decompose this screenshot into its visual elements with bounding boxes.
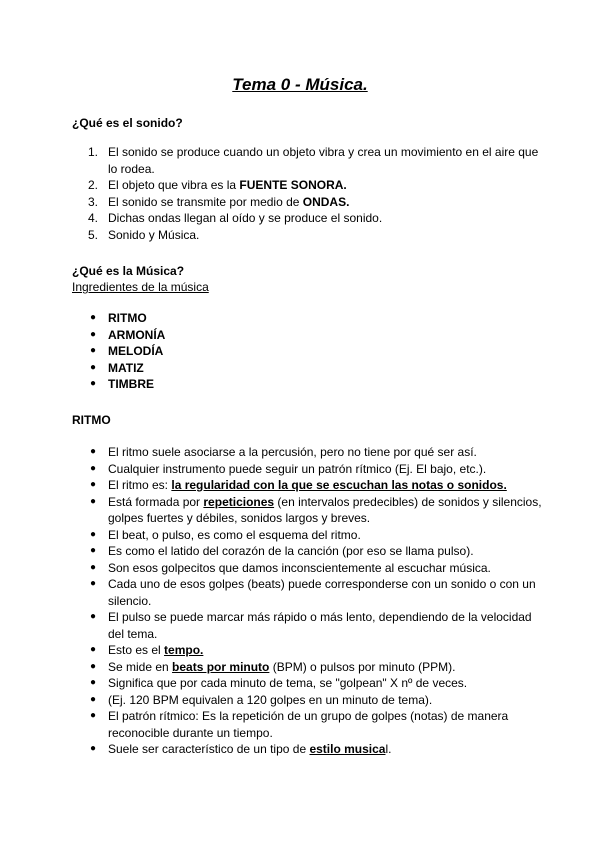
bullet-list-ingredientes bbox=[72, 310, 542, 393]
list-item-text: Significa que por cada minuto de tema, se "golpean" X nº de veces. bbox=[108, 676, 468, 690]
list-number: 2. bbox=[88, 178, 99, 192]
list-item-text: Sonido y Música. bbox=[108, 227, 200, 242]
list-item bbox=[72, 494, 542, 527]
list-item bbox=[72, 194, 542, 211]
list-item bbox=[72, 741, 542, 758]
bullet-icon: ● bbox=[90, 378, 97, 389]
list-item-text: Suele ser característico de un tipo de bbox=[108, 742, 310, 756]
list-item bbox=[72, 477, 542, 494]
section-heading-musica: ¿Qué es la Música? bbox=[72, 264, 185, 278]
ingredient-label: RITMO bbox=[108, 311, 147, 325]
list-item bbox=[72, 609, 542, 642]
list-item-text: (BPM) o pulsos por minuto (PPM). bbox=[269, 659, 456, 674]
bullet-icon: ● bbox=[90, 677, 97, 688]
bullet-icon: ● bbox=[90, 545, 97, 556]
list-item bbox=[72, 310, 542, 327]
emphasis-term: la regularidad con la que se escuchan las notas o sonidos. bbox=[171, 478, 507, 492]
list-item bbox=[72, 576, 542, 609]
bullet-icon: ● bbox=[90, 644, 97, 655]
list-item bbox=[72, 376, 542, 393]
bullet-icon: ● bbox=[90, 312, 97, 323]
list-item-text: (en intervalos predecibles) de sonidos y silencios, golpes fuertes y débiles, sonidos largos y breves. bbox=[108, 494, 542, 525]
emphasis-term: tempo. bbox=[164, 643, 204, 657]
ingredient-label: ARMONÍA bbox=[108, 327, 166, 342]
list-item-text: l. bbox=[385, 742, 392, 756]
list-item-text: El ritmo suele asociarse a la percusión, pero no tiene por qué ser así. bbox=[108, 445, 477, 459]
list-number: 1. bbox=[88, 145, 99, 159]
list-item bbox=[72, 444, 542, 461]
list-item-text: Está formada por bbox=[108, 494, 204, 509]
bold-term: ONDAS. bbox=[302, 194, 350, 209]
list-number: 4. bbox=[88, 211, 99, 225]
list-item bbox=[72, 210, 542, 227]
bullet-icon: ● bbox=[90, 495, 97, 507]
list-item-text: El objeto que vibra es la bbox=[108, 178, 240, 192]
emphasis-term: estilo musica bbox=[309, 742, 386, 756]
list-item bbox=[72, 461, 542, 478]
list-item bbox=[72, 144, 542, 177]
ingredient-label: MATIZ bbox=[108, 360, 144, 375]
list-item bbox=[72, 360, 542, 377]
list-item bbox=[72, 327, 542, 344]
list-item-text: El sonido se transmite por medio de bbox=[108, 194, 303, 209]
list-number: 3. bbox=[88, 194, 99, 209]
bullet-icon: ● bbox=[90, 710, 97, 721]
bullet-list-ritmo bbox=[72, 444, 542, 758]
list-item-text: Cada uno de esos golpes (beats) puede corresponderse con un sonido o con un silencio. bbox=[108, 577, 536, 608]
list-item-text: El beat, o pulso, es como el esquema del ritmo. bbox=[108, 527, 361, 542]
bullet-icon: ● bbox=[90, 561, 97, 573]
list-item bbox=[72, 177, 542, 194]
bullet-icon: ● bbox=[90, 611, 97, 622]
page-title: Tema 0 - Música. bbox=[232, 75, 368, 94]
bullet-icon: ● bbox=[90, 462, 97, 474]
bullet-icon: ● bbox=[90, 660, 97, 672]
list-item-text: Cualquier instrumento puede seguir un patrón rítmico (Ej. El bajo, etc.). bbox=[108, 461, 487, 476]
bullet-icon: ● bbox=[90, 345, 97, 356]
list-item bbox=[72, 708, 542, 741]
list-item-text: Son esos golpecitos que damos inconscientemente al escuchar música. bbox=[108, 560, 491, 575]
list-item bbox=[72, 543, 542, 560]
list-item-text: El ritmo es: bbox=[108, 478, 172, 492]
list-item-text: Se mide en bbox=[108, 659, 173, 674]
section-heading-ritmo: RITMO bbox=[72, 413, 111, 427]
list-item bbox=[72, 227, 542, 244]
list-item bbox=[72, 527, 542, 544]
list-item bbox=[72, 343, 542, 360]
bullet-icon: ● bbox=[90, 361, 97, 373]
list-item-text: (Ej. 120 BPM equivalen a 120 golpes en un minuto de tema). bbox=[108, 692, 433, 707]
subheading-ingredientes: Ingredientes de la música bbox=[72, 280, 209, 294]
section-heading-sonido: ¿Qué es el sonido? bbox=[72, 116, 183, 130]
bullet-icon: ● bbox=[90, 578, 97, 589]
list-item-text: El patrón rítmico: Es la repetición de un grupo de golpes (notas) de manera reconocible durante un tiempo. bbox=[108, 709, 509, 740]
bullet-icon: ● bbox=[90, 693, 97, 705]
bullet-icon: ● bbox=[90, 446, 97, 457]
numbered-list-sonido bbox=[72, 144, 542, 243]
list-item bbox=[72, 560, 542, 577]
ingredient-label: MELODÍA bbox=[108, 344, 164, 358]
emphasis-term: repeticiones bbox=[203, 494, 275, 509]
list-item bbox=[72, 675, 542, 692]
list-item-text: El sonido se produce cuando un objeto vibra y crea un movimiento en el aire que lo rodea. bbox=[108, 145, 539, 176]
bullet-icon: ● bbox=[90, 479, 97, 490]
list-item-text: Esto es el bbox=[108, 643, 165, 657]
list-number: 5. bbox=[88, 227, 99, 242]
list-item bbox=[72, 659, 542, 676]
bullet-icon: ● bbox=[90, 528, 97, 540]
list-item-text: Dichas ondas llegan al oído y se produce el sonido. bbox=[108, 211, 383, 225]
ingredient-label: TIMBRE bbox=[108, 377, 154, 391]
bold-term: FUENTE SONORA. bbox=[239, 178, 347, 192]
list-item bbox=[72, 692, 542, 709]
list-item-text: El pulso se puede marcar más rápido o más lento, dependiendo de la velocidad del tema. bbox=[108, 610, 532, 641]
bullet-icon: ● bbox=[90, 328, 97, 340]
emphasis-term: beats por minuto bbox=[172, 659, 270, 674]
list-item bbox=[72, 642, 542, 659]
bullet-icon: ● bbox=[90, 743, 97, 754]
list-item-text: Es como el latido del corazón de la canción (por eso se llama pulso). bbox=[108, 544, 474, 558]
